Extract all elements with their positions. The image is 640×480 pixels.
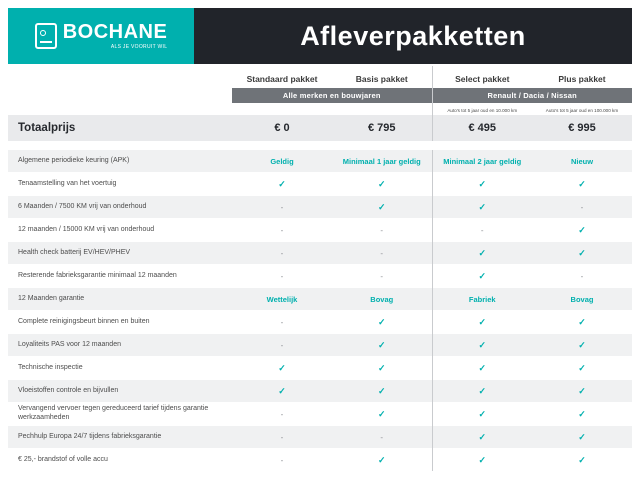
feature-value-cell bbox=[332, 357, 432, 380]
group-empty bbox=[8, 88, 232, 103]
feature-value-cell bbox=[432, 173, 532, 196]
value-text: Fabriek bbox=[468, 294, 496, 304]
dash-icon: - bbox=[280, 432, 284, 442]
feature-value-cell bbox=[232, 426, 332, 449]
feature-value-cell bbox=[532, 265, 632, 288]
feature-label: Technische inspectie bbox=[8, 357, 232, 380]
feature-value-cell bbox=[232, 173, 332, 196]
check-icon: ✓ bbox=[478, 362, 487, 373]
age-note-basis bbox=[332, 103, 432, 115]
feature-value-cell bbox=[532, 357, 632, 380]
package-name-select: Select pakket bbox=[432, 66, 532, 88]
bochane-logo-icon bbox=[35, 23, 57, 49]
page-header bbox=[8, 8, 632, 64]
dash-icon: - bbox=[280, 271, 284, 281]
feature-value-cell bbox=[532, 196, 632, 219]
feature-label: Vervangend vervoer tegen gereduceerd tarief tijdens garantie werkzaamheden bbox=[8, 403, 232, 426]
feature-label: Complete reinigingsbeurt binnen en buiten bbox=[8, 311, 232, 334]
feature-value-cell bbox=[232, 449, 332, 472]
check-icon: ✓ bbox=[478, 270, 487, 281]
feature-label: Loyaliteits PAS voor 12 maanden bbox=[8, 334, 232, 357]
group-bar-renault-dacia-nissan: Renault / Dacia / Nissan bbox=[432, 88, 632, 103]
age-note-standaard bbox=[232, 103, 332, 115]
value-text: Bovag bbox=[570, 294, 594, 304]
feature-value-cell bbox=[332, 219, 432, 242]
table-row bbox=[8, 242, 632, 265]
feature-value-cell bbox=[232, 403, 332, 426]
dash-icon: - bbox=[280, 248, 284, 258]
dash-icon: - bbox=[280, 340, 284, 350]
age-note-select: Auto's tot 5 jaar oud en 10.000 km bbox=[432, 103, 532, 115]
feature-value-cell bbox=[232, 219, 332, 242]
table-row bbox=[8, 380, 632, 403]
feature-value-cell bbox=[432, 311, 532, 334]
check-icon: ✓ bbox=[578, 339, 586, 350]
feature-value-cell bbox=[332, 173, 432, 196]
packages-table bbox=[8, 66, 632, 471]
dash-icon: - bbox=[380, 432, 384, 442]
feature-value-cell bbox=[432, 150, 532, 173]
feature-value-cell bbox=[432, 334, 532, 357]
feature-value-cell bbox=[432, 449, 532, 472]
package-groups-row bbox=[8, 88, 632, 103]
page-title-block bbox=[194, 8, 632, 64]
feature-value-cell bbox=[532, 334, 632, 357]
package-name-basis: Basis pakket bbox=[355, 74, 408, 84]
feature-value-cell bbox=[532, 449, 632, 472]
feature-label: € 25,- brandstof of volle accu bbox=[8, 449, 232, 472]
check-icon: ✓ bbox=[578, 431, 586, 442]
feature-value-cell bbox=[432, 196, 532, 219]
dash-icon: - bbox=[380, 248, 384, 258]
feature-rows-body bbox=[8, 150, 632, 472]
feature-label: Algemene periodieke keuring (APK) bbox=[8, 150, 232, 173]
feature-value-cell bbox=[232, 150, 332, 173]
feature-value-cell bbox=[332, 288, 432, 311]
spacer-row bbox=[8, 141, 632, 150]
dash-icon: - bbox=[280, 202, 284, 212]
check-icon: ✓ bbox=[578, 178, 586, 189]
value-text: Geldig bbox=[270, 156, 294, 166]
check-icon: ✓ bbox=[478, 339, 487, 350]
age-note-empty bbox=[8, 103, 232, 115]
check-icon: ✓ bbox=[578, 247, 586, 258]
dash-icon: - bbox=[280, 455, 284, 465]
feature-value-cell bbox=[532, 311, 632, 334]
feature-label: 12 Maanden garantie bbox=[8, 288, 232, 311]
brand-tagline: ALS JE VOORUIT WIL bbox=[110, 44, 168, 50]
table-row bbox=[8, 449, 632, 472]
table-row bbox=[8, 426, 632, 449]
table-row bbox=[8, 150, 632, 173]
table-row bbox=[8, 357, 632, 380]
check-icon: ✓ bbox=[578, 362, 586, 373]
table-row bbox=[8, 311, 632, 334]
check-icon: ✓ bbox=[377, 385, 386, 396]
brand-name: BOCHANE bbox=[62, 21, 168, 43]
feature-label: 12 maanden / 15000 KM vrij van onderhoud bbox=[8, 219, 232, 242]
dash-icon: - bbox=[280, 225, 284, 235]
feature-value-cell bbox=[332, 150, 432, 173]
feature-value-cell bbox=[432, 426, 532, 449]
check-icon: ✓ bbox=[377, 362, 386, 373]
dash-icon: - bbox=[380, 271, 384, 281]
feature-label: Tenaamstelling van het voertuig bbox=[8, 173, 232, 196]
feature-value-cell bbox=[532, 403, 632, 426]
brand-text bbox=[63, 22, 168, 50]
feature-label: 6 Maanden / 7500 KM vrij van onderhoud bbox=[8, 196, 232, 219]
feature-value-cell bbox=[232, 288, 332, 311]
feature-label: Pechhulp Europa 24/7 tijdens fabrieksgarantie bbox=[8, 426, 232, 449]
value-text: Bovag bbox=[370, 294, 394, 304]
feature-value-cell bbox=[432, 357, 532, 380]
brand-logo bbox=[35, 22, 168, 50]
table-row bbox=[8, 334, 632, 357]
check-icon: ✓ bbox=[377, 408, 386, 419]
table-row bbox=[8, 173, 632, 196]
feature-value-cell bbox=[432, 403, 532, 426]
feature-value-cell bbox=[332, 242, 432, 265]
feature-label: Vloeistoffen controle en bijvullen bbox=[8, 380, 232, 403]
check-icon: ✓ bbox=[377, 454, 386, 465]
feature-value-cell bbox=[332, 380, 432, 403]
table-row bbox=[8, 403, 632, 426]
check-icon: ✓ bbox=[278, 385, 286, 396]
price-standaard: € 0 bbox=[232, 115, 332, 141]
feature-value-cell bbox=[332, 265, 432, 288]
feature-value-cell bbox=[232, 380, 332, 403]
brand-logo-block bbox=[8, 8, 194, 64]
check-icon: ✓ bbox=[578, 454, 586, 465]
value-text: Wettelijk bbox=[266, 294, 298, 304]
feature-value-cell bbox=[332, 334, 432, 357]
dash-icon: - bbox=[580, 271, 584, 281]
table-row bbox=[8, 288, 632, 311]
check-icon: ✓ bbox=[278, 362, 286, 373]
price-select: € 495 bbox=[432, 115, 532, 141]
feature-value-cell bbox=[232, 357, 332, 380]
dash-icon: - bbox=[280, 409, 284, 419]
feature-value-cell bbox=[332, 311, 432, 334]
check-icon: ✓ bbox=[478, 385, 487, 396]
package-age-notes-row bbox=[8, 103, 632, 115]
packages-table-wrap bbox=[8, 66, 632, 471]
check-icon: ✓ bbox=[578, 408, 586, 419]
feature-value-cell bbox=[432, 219, 532, 242]
check-icon: ✓ bbox=[377, 201, 386, 212]
feature-value-cell bbox=[432, 288, 532, 311]
dash-icon: - bbox=[280, 317, 284, 327]
package-name-plus: Plus pakket bbox=[558, 74, 606, 84]
check-icon: ✓ bbox=[377, 178, 386, 189]
check-icon: ✓ bbox=[578, 224, 586, 235]
feature-value-cell bbox=[232, 265, 332, 288]
check-icon: ✓ bbox=[478, 201, 487, 212]
package-name-standaard: Standaard pakket bbox=[246, 74, 318, 84]
feature-value-cell bbox=[532, 380, 632, 403]
check-icon: ✓ bbox=[478, 408, 487, 419]
check-icon: ✓ bbox=[377, 316, 386, 327]
totaalprijs-row bbox=[8, 115, 632, 141]
feature-value-cell bbox=[232, 196, 332, 219]
feature-value-cell bbox=[532, 242, 632, 265]
check-icon: ✓ bbox=[478, 178, 487, 189]
feature-value-cell bbox=[332, 196, 432, 219]
dash-icon: - bbox=[480, 225, 484, 235]
price-plus: € 995 bbox=[532, 115, 632, 141]
feature-value-cell bbox=[532, 426, 632, 449]
table-row bbox=[8, 219, 632, 242]
feature-value-cell bbox=[332, 449, 432, 472]
value-text: Minimaal 1 jaar geldig bbox=[342, 156, 421, 166]
feature-value-cell bbox=[232, 334, 332, 357]
check-icon: ✓ bbox=[377, 339, 386, 350]
feature-label: Resterende fabrieksgarantie minimaal 12 maanden bbox=[8, 265, 232, 288]
feature-value-cell bbox=[532, 150, 632, 173]
feature-value-cell bbox=[232, 242, 332, 265]
group-bar-alle-merken: Alle merken en bouwjaren bbox=[232, 88, 432, 103]
feature-value-cell bbox=[532, 288, 632, 311]
feature-value-cell bbox=[432, 242, 532, 265]
price-basis: € 795 bbox=[332, 115, 432, 141]
check-icon: ✓ bbox=[478, 316, 487, 327]
feature-value-cell bbox=[432, 265, 532, 288]
feature-value-cell bbox=[532, 173, 632, 196]
table-row bbox=[8, 196, 632, 219]
feature-value-cell bbox=[332, 403, 432, 426]
empty-corner bbox=[8, 66, 232, 88]
check-icon: ✓ bbox=[478, 247, 487, 258]
check-icon: ✓ bbox=[478, 454, 487, 465]
check-icon: ✓ bbox=[578, 385, 586, 396]
feature-label: Health check batterij EV/HEV/PHEV bbox=[8, 242, 232, 265]
totaalprijs-label: Totaalprijs bbox=[8, 115, 232, 141]
feature-value-cell bbox=[432, 380, 532, 403]
package-names-row bbox=[8, 66, 632, 88]
value-text: Nieuw bbox=[570, 156, 594, 166]
value-text: Minimaal 2 jaar geldig bbox=[443, 156, 522, 166]
page-title: Afleverpakketten bbox=[300, 20, 526, 51]
feature-value-cell bbox=[532, 219, 632, 242]
check-icon: ✓ bbox=[278, 178, 286, 189]
feature-value-cell bbox=[332, 426, 432, 449]
table-row bbox=[8, 265, 632, 288]
dash-icon: - bbox=[380, 225, 384, 235]
dash-icon: - bbox=[580, 202, 584, 212]
check-icon: ✓ bbox=[478, 431, 487, 442]
feature-value-cell bbox=[232, 311, 332, 334]
check-icon: ✓ bbox=[578, 316, 586, 327]
age-note-plus: Auto's tot 5 jaar oud en 100.000 km bbox=[545, 107, 619, 113]
